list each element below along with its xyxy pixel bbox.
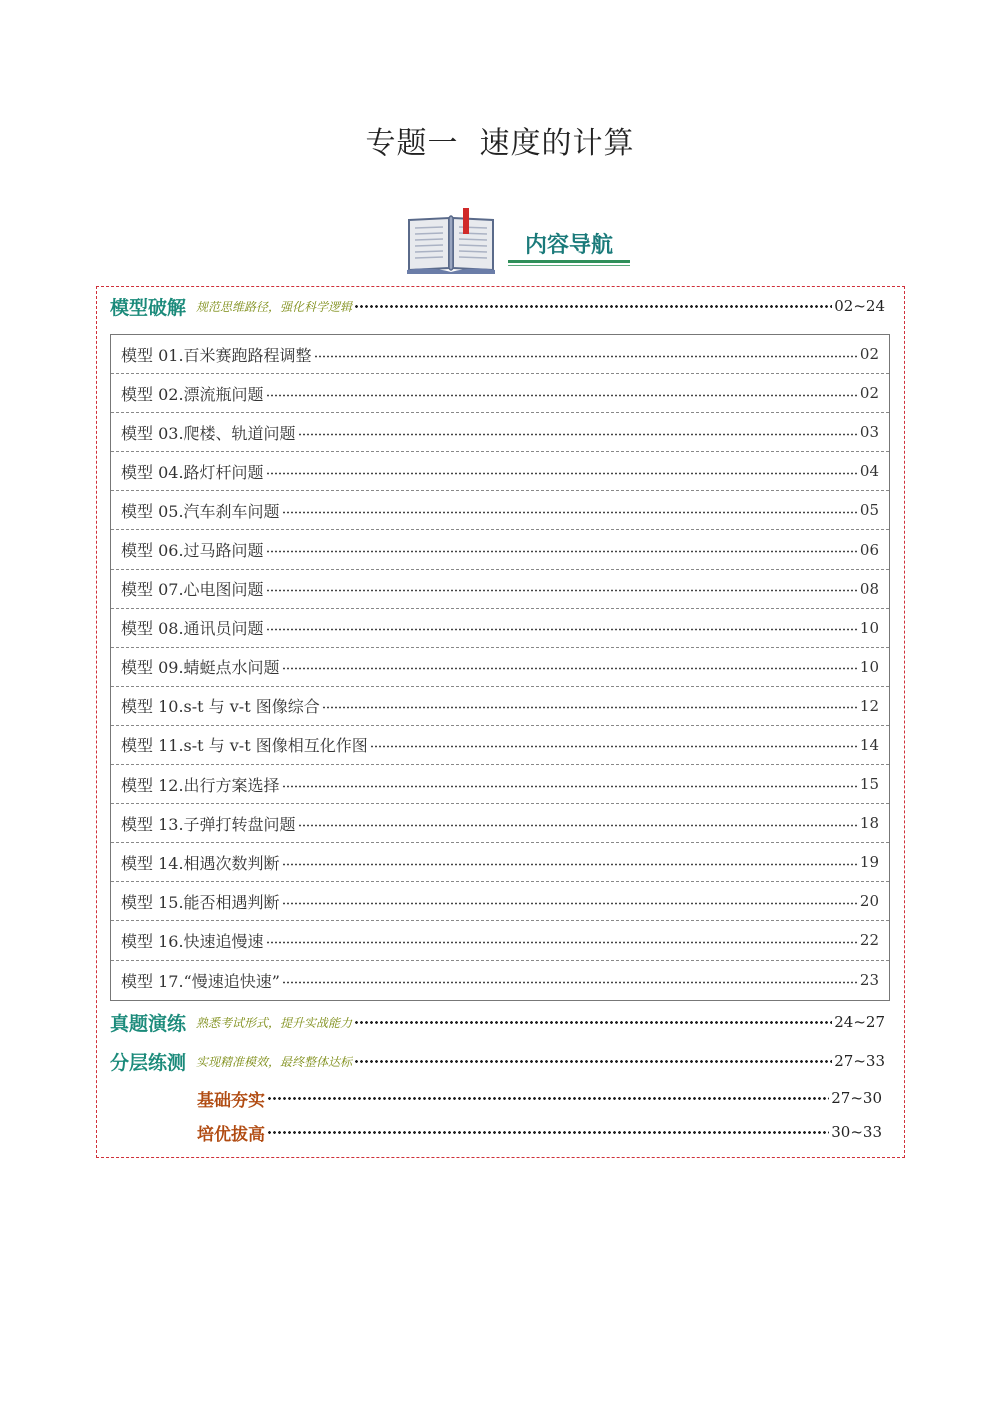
model-page: 04 [859, 462, 879, 481]
toc-model-item[interactable] [111, 961, 889, 1000]
model-page: 12 [859, 696, 879, 715]
model-page: 18 [859, 814, 879, 833]
dot-leader [298, 433, 858, 436]
toc-model-item[interactable] [111, 335, 889, 374]
model-label: 模型 14.相遇次数判断 [121, 853, 280, 873]
nav-underline [508, 260, 630, 263]
toc-section-model-breakdown[interactable] [110, 292, 885, 320]
toc-model-item[interactable] [111, 491, 889, 530]
toc-model-item[interactable] [111, 804, 889, 843]
model-label: 模型 17.“慢速追快速” [121, 971, 280, 991]
contents-nav-title: 内容导航 [525, 233, 614, 258]
dot-leader [298, 824, 858, 827]
open-book-icon [405, 208, 497, 274]
toc-model-item[interactable] [111, 765, 889, 804]
contents-nav-header [405, 208, 635, 278]
model-page: 02 [859, 345, 879, 364]
section-tagline: 熟悉考试形式，提升实战能力 [196, 1015, 353, 1030]
model-label: 模型 08.通讯员问题 [121, 619, 264, 639]
dot-leader [266, 628, 858, 631]
section-tagline: 实现精准模效，最终整体达标 [196, 1054, 353, 1069]
dot-leader [267, 1131, 829, 1134]
model-label: 模型 13.子弹打转盘问题 [121, 814, 296, 834]
model-page: 05 [859, 501, 879, 520]
model-label: 模型 01.百米赛跑路程调整 [121, 345, 312, 365]
model-label: 模型 04.路灯杆问题 [121, 462, 264, 482]
toc-model-item[interactable] [111, 843, 889, 882]
dot-leader [266, 941, 858, 944]
dot-leader [266, 589, 858, 592]
model-label: 模型 05.汽车刹车问题 [121, 501, 280, 521]
sub-section-title: 基础夯实 [197, 1090, 265, 1111]
toc-sub-advanced[interactable] [197, 1119, 882, 1145]
toc-model-item[interactable] [111, 882, 889, 921]
sub-section-pages: 27~30 [831, 1089, 882, 1107]
toc-section-real-exam[interactable] [110, 1008, 885, 1036]
model-label: 模型 07.心电图问题 [121, 580, 264, 600]
model-label: 模型 02.漂流瓶问题 [121, 384, 264, 404]
section-pages: 02~24 [834, 297, 885, 315]
section-pages: 27~33 [834, 1052, 885, 1070]
sub-section-title: 培优拔高 [197, 1124, 265, 1145]
model-label: 模型 09.蜻蜓点水问题 [121, 658, 280, 678]
dot-leader [266, 550, 858, 553]
toc-model-item[interactable] [111, 648, 889, 687]
dot-leader [282, 981, 858, 984]
model-label: 模型 12.出行方案选择 [121, 775, 280, 795]
dot-leader [314, 355, 858, 358]
dot-leader [282, 511, 858, 514]
dot-leader [322, 706, 858, 709]
model-page: 23 [859, 971, 879, 990]
model-page: 15 [859, 775, 879, 794]
toc-model-item[interactable] [111, 726, 889, 765]
model-list [110, 334, 890, 1001]
dot-leader [282, 863, 858, 866]
section-pages: 24~27 [834, 1013, 885, 1031]
toc-sub-basic[interactable] [197, 1085, 882, 1111]
page-title: 专题一 速度的计算 [365, 126, 635, 161]
model-label: 模型 15.能否相遇判断 [121, 892, 280, 912]
dot-leader [370, 745, 858, 748]
model-label: 模型 10.s-t 与 v-t 图像综合 [121, 697, 320, 717]
model-page: 06 [859, 540, 879, 559]
model-label: 模型 11.s-t 与 v-t 图像相互化作图 [121, 736, 368, 756]
model-page: 02 [859, 384, 879, 403]
toc-model-item[interactable] [111, 921, 889, 960]
toc-section-layered-practice[interactable] [110, 1047, 885, 1075]
model-page: 10 [859, 618, 879, 637]
section-tagline: 规范思维路径，强化科学逻辑 [196, 299, 353, 314]
sub-section-pages: 30~33 [831, 1123, 882, 1141]
model-page: 22 [859, 931, 879, 950]
toc-model-item[interactable] [111, 452, 889, 491]
model-page: 08 [859, 579, 879, 598]
dot-leader [266, 394, 858, 397]
section-title: 分层练测 [110, 1051, 187, 1074]
model-page: 03 [859, 423, 879, 442]
model-page: 20 [859, 892, 879, 911]
dot-leader [354, 305, 832, 308]
toc-model-item[interactable] [111, 413, 889, 452]
dot-leader [354, 1060, 832, 1063]
toc-model-item[interactable] [111, 374, 889, 413]
dot-leader [354, 1021, 832, 1024]
section-title: 模型破解 [110, 296, 187, 319]
dot-leader [266, 472, 858, 475]
model-page: 14 [859, 735, 879, 754]
dot-leader [282, 902, 858, 905]
dot-leader [282, 667, 858, 670]
toc-model-item[interactable] [111, 609, 889, 648]
model-label: 模型 03.爬楼、轨道问题 [121, 423, 296, 443]
model-label: 模型 16.快速追慢速 [121, 931, 264, 951]
toc-model-item[interactable] [111, 687, 889, 726]
dot-leader [282, 785, 858, 788]
model-page: 10 [859, 657, 879, 676]
model-label: 模型 06.过马路问题 [121, 541, 264, 561]
toc-model-item[interactable] [111, 530, 889, 569]
toc-model-item[interactable] [111, 570, 889, 609]
model-page: 19 [859, 853, 879, 872]
section-title: 真题演练 [110, 1012, 187, 1035]
dot-leader [267, 1097, 829, 1100]
nav-underline-thin [508, 265, 630, 266]
